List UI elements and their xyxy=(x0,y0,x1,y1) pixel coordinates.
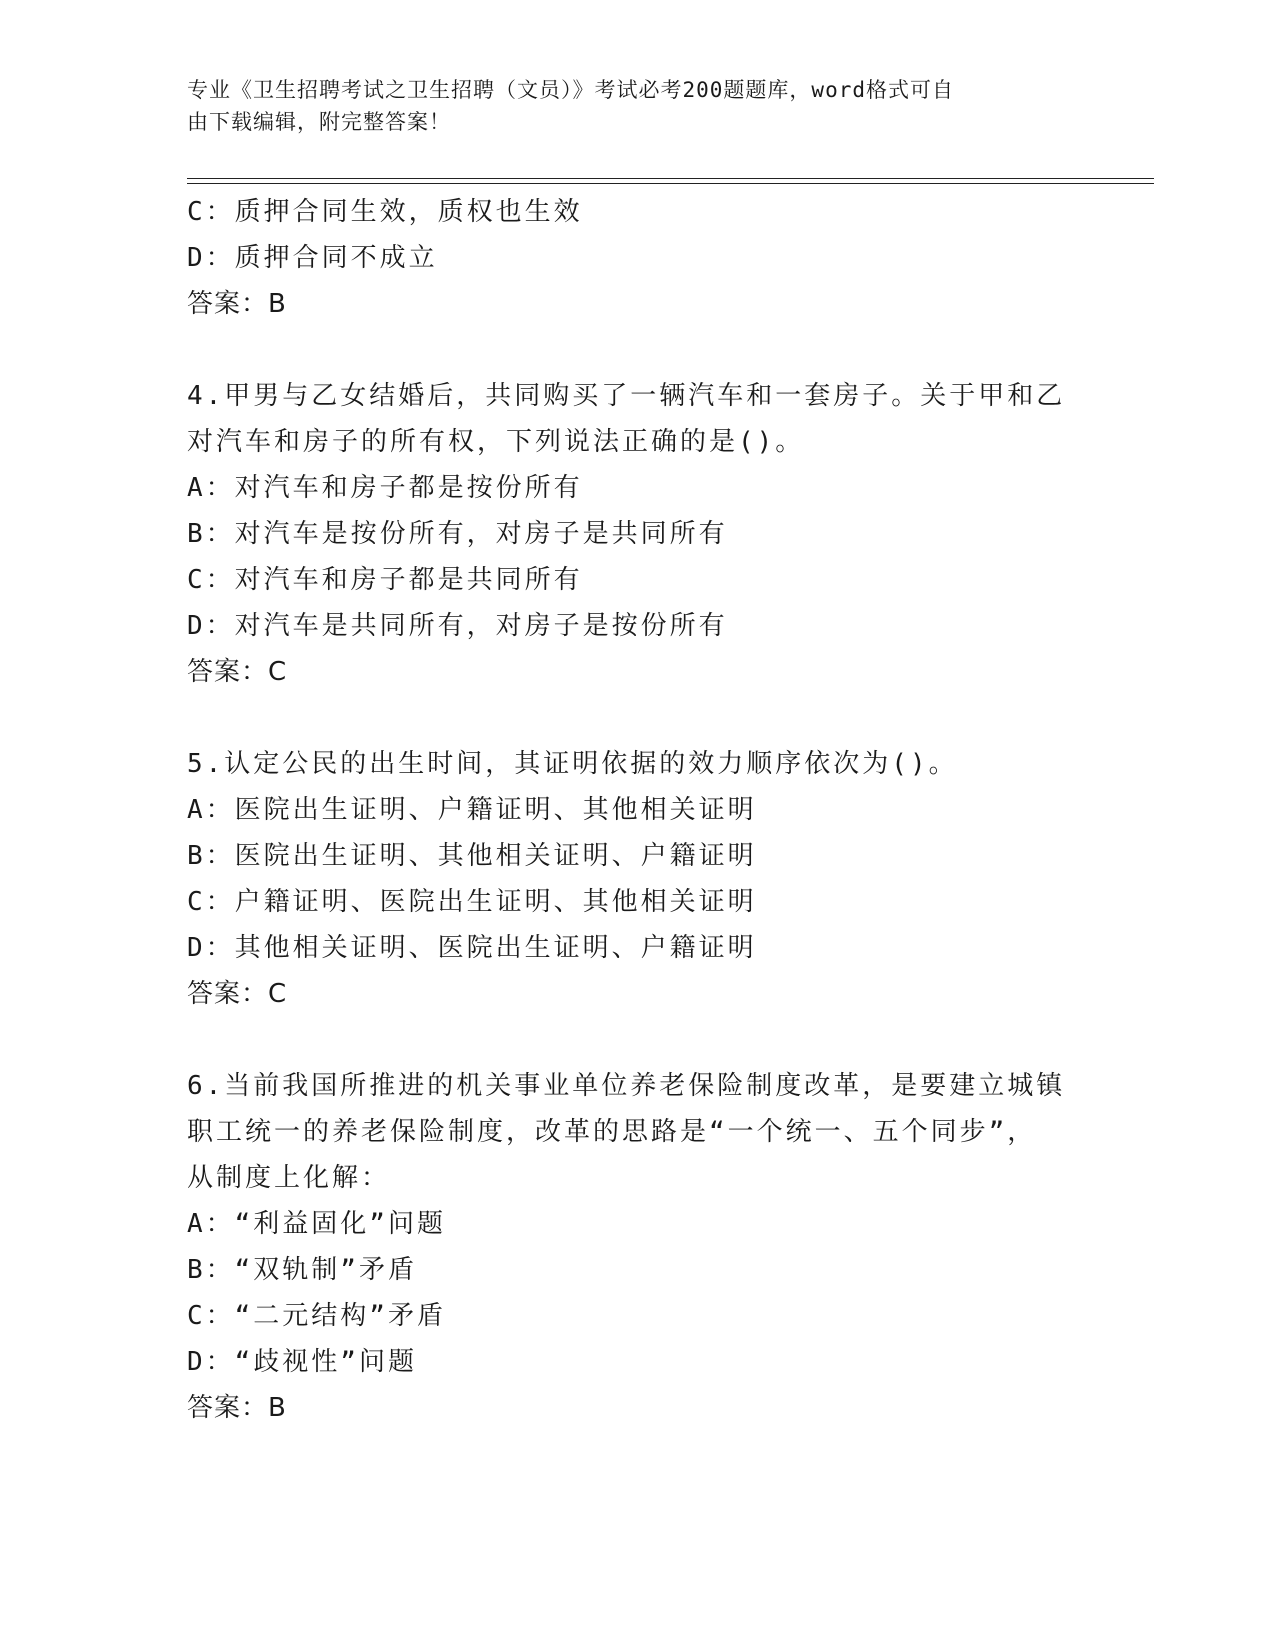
option-c: C：“二元结构”矛盾 xyxy=(187,1301,446,1331)
question-text-line-2: 对汽车和房子的所有权，下列说法正确的是()。 xyxy=(187,427,805,457)
question-block-3 xyxy=(187,189,1067,327)
option-a: A：“利益固化”问题 xyxy=(187,1209,446,1239)
question-text-line-1: 6.当前我国所推进的机关事业单位养老保险制度改革，是要建立城镇 xyxy=(187,1071,1066,1101)
header-divider-bottom xyxy=(187,183,1154,184)
option-d: D：其他相关证明、医院出生证明、户籍证明 xyxy=(187,933,757,963)
question-text-line-2: 职工统一的养老保险制度，改革的思路是“一个统一、五个同步”， xyxy=(187,1117,1037,1147)
document-header xyxy=(187,74,1067,138)
option-a: A：医院出生证明、户籍证明、其他相关证明 xyxy=(187,795,757,825)
answer-line: 答案：C xyxy=(187,979,288,1009)
option-c: C：户籍证明、医院出生证明、其他相关证明 xyxy=(187,887,757,917)
option-d: D：对汽车是共同所有，对房子是按份所有 xyxy=(187,611,728,641)
option-c: C：质押合同生效，质权也生效 xyxy=(187,197,583,227)
question-text-line-1: 4.甲男与乙女结婚后，共同购买了一辆汽车和一套房子。关于甲和乙 xyxy=(187,381,1066,411)
question-block-4 xyxy=(187,373,1067,695)
spacer xyxy=(187,1017,1067,1063)
header-divider-top xyxy=(187,178,1154,179)
question-block-6 xyxy=(187,1063,1067,1431)
header-line-2: 由下载编辑，附完整答案！ xyxy=(187,110,451,134)
header-line-1: 专业《卫生招聘考试之卫生招聘（文员）》考试必考200题题库，word格式可自 xyxy=(187,78,954,102)
question-list xyxy=(187,189,1067,1431)
option-a: A：对汽车和房子都是按份所有 xyxy=(187,473,583,503)
question-text-line-1: 5.认定公民的出生时间，其证明依据的效力顺序依次为()。 xyxy=(187,749,958,779)
option-b: B：对汽车是按份所有，对房子是共同所有 xyxy=(187,519,728,549)
answer-line: 答案：B xyxy=(187,1393,287,1423)
option-d: D：质押合同不成立 xyxy=(187,243,438,273)
spacer xyxy=(187,327,1067,373)
option-b: B：医院出生证明、其他相关证明、户籍证明 xyxy=(187,841,757,871)
question-block-5 xyxy=(187,741,1067,1017)
question-text-line-3: 从制度上化解： xyxy=(187,1163,391,1193)
answer-line: 答案：C xyxy=(187,657,288,687)
spacer xyxy=(187,695,1067,741)
answer-line: 答案：B xyxy=(187,289,287,319)
option-b: B：“双轨制”矛盾 xyxy=(187,1255,417,1285)
option-d: D：“歧视性”问题 xyxy=(187,1347,417,1377)
option-c: C：对汽车和房子都是共同所有 xyxy=(187,565,583,595)
